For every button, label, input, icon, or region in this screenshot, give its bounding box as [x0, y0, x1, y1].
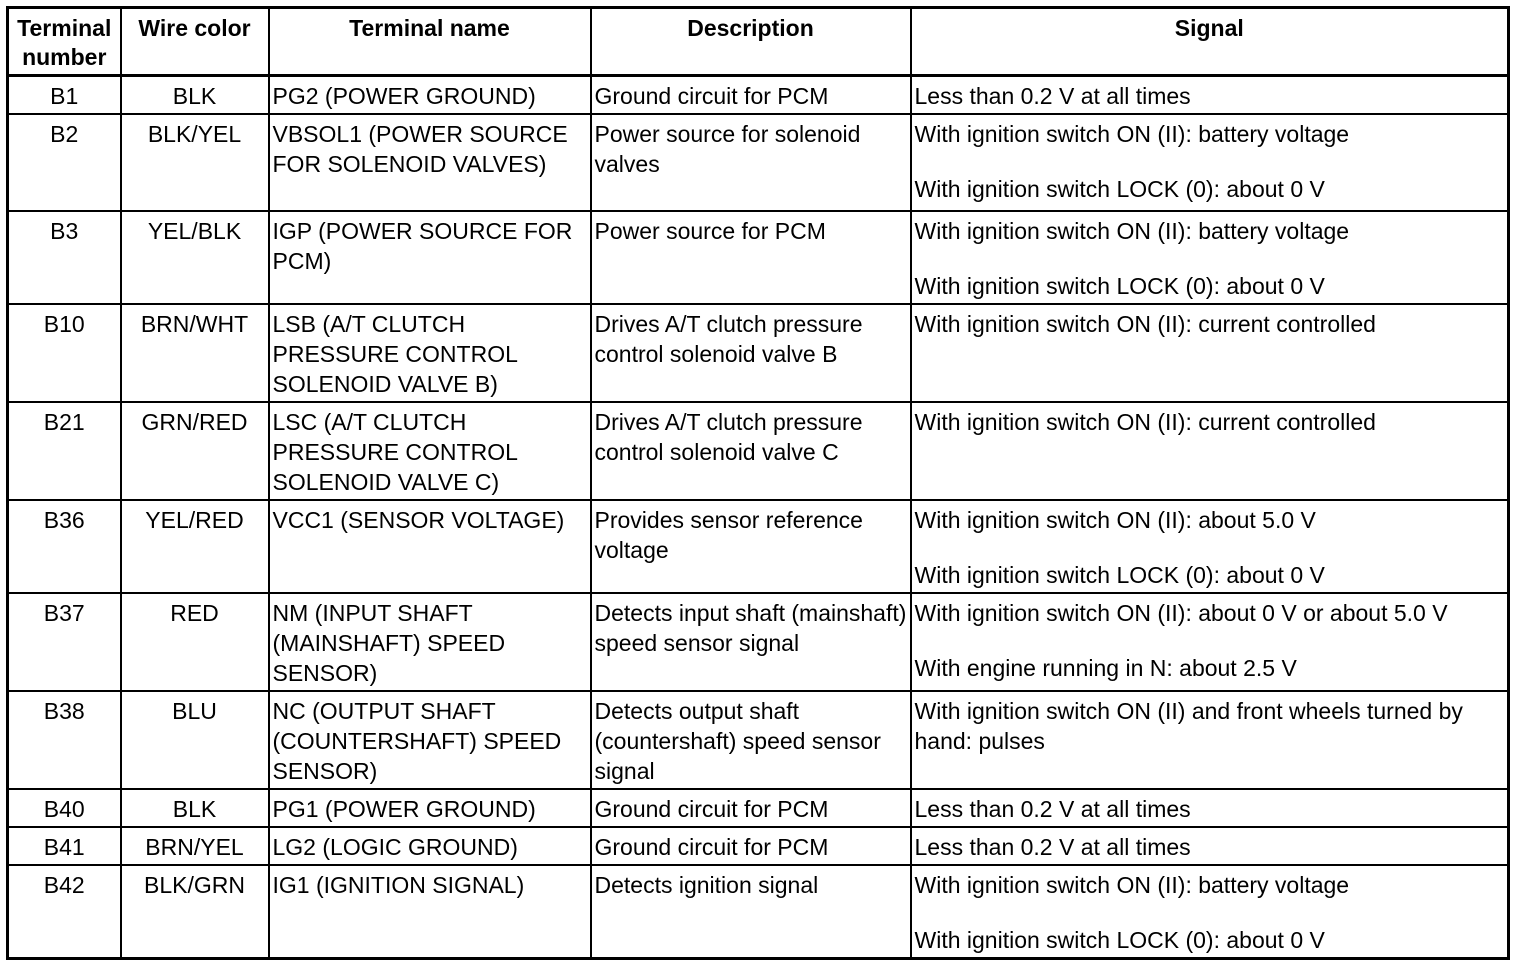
terminal-number-cell: B38 [8, 691, 121, 789]
signal-line: With ignition switch ON (II): battery voltage [914, 218, 1350, 244]
terminal-number-cell: B41 [8, 827, 121, 865]
header-terminal-name: Terminal name [269, 8, 591, 76]
signal-cell [911, 402, 1509, 500]
table-row [8, 865, 1509, 959]
terminal-name-cell: LG2 (LOGIC GROUND) [269, 827, 591, 865]
header-terminal-number-line2: number [22, 44, 107, 70]
terminal-table [6, 6, 1510, 960]
signal-line: With ignition switch ON (II): battery voltage [914, 121, 1350, 147]
description-cell: Ground circuit for PCM [591, 827, 911, 865]
table-row [8, 593, 1509, 691]
terminal-number-cell: B1 [8, 76, 121, 115]
terminal-name-cell: NC (OUTPUT SHAFT (COUNTERSHAFT) SPEED SENSOR) [269, 691, 591, 789]
wire-color-cell: GRN/RED [121, 402, 269, 500]
terminal-number-cell: B37 [8, 593, 121, 691]
terminal-name-cell: NM (INPUT SHAFT (MAINSHAFT) SPEED SENSOR) [269, 593, 591, 691]
header-wire-color: Wire color [121, 8, 269, 76]
description-cell: Ground circuit for PCM [591, 76, 911, 115]
wire-color-cell: YEL/RED [121, 500, 269, 593]
signal-cell [911, 304, 1509, 402]
description-cell: Detects input shaft (mainshaft) speed sensor signal [591, 593, 911, 691]
terminal-number-cell: B10 [8, 304, 121, 402]
header-description: Description [591, 8, 911, 76]
signal-line: With ignition switch ON (II): battery voltage [914, 872, 1350, 898]
table-row [8, 402, 1509, 500]
terminal-number-cell: B2 [8, 114, 121, 211]
signal-cell [911, 789, 1509, 827]
signal-cell [911, 865, 1509, 959]
signal-line: With ignition switch LOCK (0): about 0 V [914, 176, 1325, 202]
signal-cell [911, 114, 1509, 211]
table-row [8, 827, 1509, 865]
wire-color-cell: BLK/YEL [121, 114, 269, 211]
terminal-name-cell: PG2 (POWER GROUND) [269, 76, 591, 115]
description-cell: Power source for solenoid valves [591, 114, 911, 211]
table-row [8, 691, 1509, 789]
signal-cell [911, 593, 1509, 691]
terminal-number-cell: B21 [8, 402, 121, 500]
terminal-number-cell: B3 [8, 211, 121, 304]
table-row [8, 211, 1509, 304]
signal-line: With ignition switch ON (II): current controlled [914, 311, 1376, 337]
terminal-name-cell: LSB (A/T CLUTCH PRESSURE CONTROL SOLENOID VALVE B) [269, 304, 591, 402]
wire-color-cell: YEL/BLK [121, 211, 269, 304]
table-row [8, 789, 1509, 827]
wire-color-cell: BRN/YEL [121, 827, 269, 865]
signal-line: With ignition switch LOCK (0): about 0 V [914, 927, 1325, 953]
signal-line: With ignition switch ON (II): about 5.0 V [914, 507, 1316, 533]
signal-line: With ignition switch LOCK (0): about 0 V [914, 562, 1325, 588]
signal-line: With ignition switch ON (II): about 0 V or about 5.0 V [914, 600, 1448, 626]
description-cell: Ground circuit for PCM [591, 789, 911, 827]
table-body [8, 76, 1509, 959]
terminal-name-cell: VCC1 (SENSOR VOLTAGE) [269, 500, 591, 593]
table-header [8, 8, 1509, 76]
signal-cell [911, 500, 1509, 593]
wire-color-cell: RED [121, 593, 269, 691]
signal-line: With ignition switch ON (II) and front wheels turned by hand: pulses [914, 698, 1463, 754]
signal-cell [911, 691, 1509, 789]
description-cell: Drives A/T clutch pressure control solenoid valve C [591, 402, 911, 500]
table-row [8, 76, 1509, 115]
header-signal: Signal [911, 8, 1509, 76]
terminal-number-cell: B36 [8, 500, 121, 593]
signal-line: Less than 0.2 V at all times [914, 834, 1191, 860]
header-terminal-number-line1: Terminal [17, 15, 112, 41]
wire-color-cell: BRN/WHT [121, 304, 269, 402]
description-cell: Drives A/T clutch pressure control solenoid valve B [591, 304, 911, 402]
header-terminal-number [8, 8, 121, 76]
terminal-name-cell: PG1 (POWER GROUND) [269, 789, 591, 827]
description-cell: Power source for PCM [591, 211, 911, 304]
signal-cell [911, 827, 1509, 865]
terminal-number-cell: B42 [8, 865, 121, 959]
wire-color-cell: BLK [121, 76, 269, 115]
terminal-number-cell: B40 [8, 789, 121, 827]
signal-line: With ignition switch LOCK (0): about 0 V [914, 273, 1325, 299]
description-cell: Provides sensor reference voltage [591, 500, 911, 593]
wire-color-cell: BLK [121, 789, 269, 827]
signal-line: Less than 0.2 V at all times [914, 796, 1191, 822]
wire-color-cell: BLK/GRN [121, 865, 269, 959]
description-cell: Detects ignition signal [591, 865, 911, 959]
signal-cell [911, 76, 1509, 115]
terminal-name-cell: IGP (POWER SOURCE FOR PCM) [269, 211, 591, 304]
description-cell: Detects output shaft (countershaft) speed sensor signal [591, 691, 911, 789]
signal-line: Less than 0.2 V at all times [914, 83, 1191, 109]
table-row [8, 304, 1509, 402]
table-row [8, 500, 1509, 593]
wire-color-cell: BLU [121, 691, 269, 789]
table-row [8, 114, 1509, 211]
signal-cell [911, 211, 1509, 304]
terminal-name-cell: VBSOL1 (POWER SOURCE FOR SOLENOID VALVES) [269, 114, 591, 211]
signal-line: With engine running in N: about 2.5 V [914, 655, 1297, 681]
header-row [8, 8, 1509, 76]
signal-line: With ignition switch ON (II): current controlled [914, 409, 1376, 435]
terminal-name-cell: IG1 (IGNITION SIGNAL) [269, 865, 591, 959]
terminal-name-cell: LSC (A/T CLUTCH PRESSURE CONTROL SOLENOID VALVE C) [269, 402, 591, 500]
